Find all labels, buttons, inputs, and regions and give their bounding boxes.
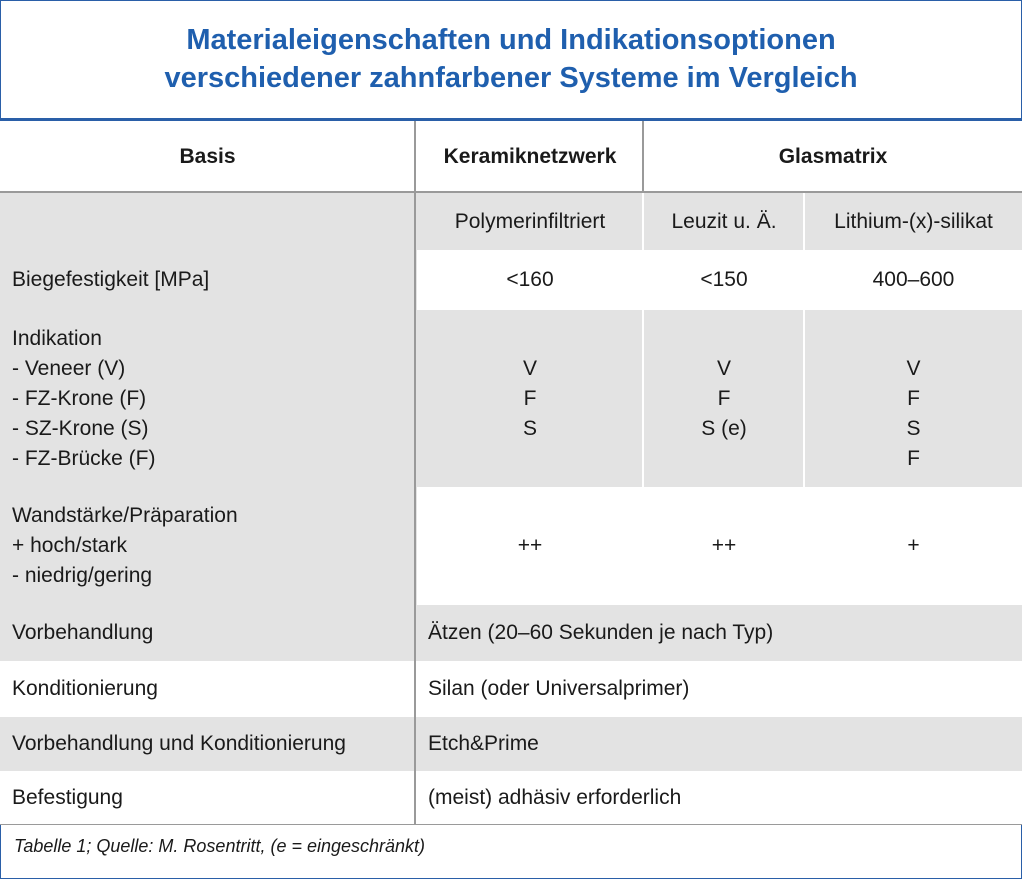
indikation-leuzit-v: V	[716, 357, 731, 380]
table-row-befestigung	[0, 771, 1022, 825]
row-label: Biegefestigkeit [MPa]	[12, 268, 210, 291]
wand-label-3: - niedrig/gering	[12, 564, 153, 587]
indikation-label-2: - Veneer (V)	[12, 357, 126, 380]
subheader-lithium-silikat: Lithium-(x)-silikat	[834, 209, 993, 233]
wand-lithium: +	[907, 534, 920, 557]
header-basis: Basis	[0, 121, 415, 192]
befestigung-value: (meist) adhäsiv erforderlich	[428, 786, 682, 809]
indikation-polymer-s: S	[522, 417, 537, 440]
konditionierung-value: Silan (oder Universalprimer)	[428, 677, 690, 700]
indikation-leuzit-s: S (e)	[701, 417, 747, 440]
indikation-lithium-v: V	[906, 357, 921, 380]
indikation-lithium-s: S	[906, 417, 921, 440]
column-divider-c1	[642, 193, 644, 605]
wand-label-2: + hoch/stark	[12, 534, 127, 557]
header-keramiknetzwerk: Keramiknetzwerk	[417, 121, 643, 192]
indikation-polymer	[417, 310, 643, 487]
biege-leuzit: <150	[700, 268, 748, 291]
indikation-label-4: - SZ-Krone (S)	[12, 417, 149, 440]
footer-divider	[0, 824, 1022, 825]
subheader-polymerinfiltriert: Polymerinfiltriert	[454, 209, 606, 233]
column-divider-c2	[803, 193, 805, 605]
row-label-wandstaerke	[12, 487, 412, 605]
indikation-label-5: - FZ-Brücke (F)	[12, 447, 156, 470]
row-label: Vorbehandlung und Konditionierung	[12, 732, 346, 755]
table-footnote: Tabelle 1; Quelle: M. Rosentritt, (e = eingeschränkt)	[14, 836, 426, 856]
row-label: Konditionierung	[12, 677, 158, 700]
wand-label-1: Wandstärke/Präparation	[12, 504, 238, 527]
indikation-label-1: Indikation	[12, 327, 102, 350]
title-line-2: verschiedener zahnfarbener Systeme im Vergleich	[164, 62, 858, 94]
table-row-indikation	[0, 310, 1022, 487]
title-line-1: Materialeigenschaften und Indikationsoptionen	[186, 24, 836, 56]
indikation-lithium	[805, 310, 1022, 487]
table-title	[0, 0, 1022, 118]
subheader-row	[0, 193, 1022, 250]
header-glasmatrix: Glasmatrix	[644, 121, 1022, 192]
indikation-label-3: - FZ-Krone (F)	[12, 387, 147, 410]
indikation-polymer-v: V	[522, 357, 537, 380]
row-label-indikation	[12, 310, 412, 487]
indikation-lithium-f2: F	[907, 447, 920, 470]
subheader-leuzit: Leuzit u. Ä.	[671, 209, 777, 233]
table-row-konditionierung	[0, 661, 1022, 717]
indikation-leuzit-f: F	[717, 387, 731, 410]
vorbehandlung-value: Ätzen (20–60 Sekunden je nach Typ)	[428, 621, 774, 644]
wand-polymer: ++	[517, 534, 543, 557]
table-row-vorbehandlung	[0, 605, 1022, 661]
biege-lithium: 400–600	[872, 268, 955, 291]
biege-polymer: <160	[506, 268, 554, 291]
biegefestigkeit-values	[417, 250, 1022, 310]
column-divider-basis	[414, 121, 416, 825]
wandstaerke-values	[417, 487, 1022, 605]
wand-leuzit: ++	[711, 534, 737, 557]
indikation-polymer-f: F	[523, 387, 537, 410]
indikation-leuzit	[644, 310, 804, 487]
row-label: Vorbehandlung	[12, 621, 154, 644]
row-label: Befestigung	[12, 786, 123, 809]
table-row-vorbehandlung-konditionierung	[0, 717, 1022, 771]
column-divider-header	[642, 121, 644, 192]
indikation-lithium-f: F	[907, 387, 920, 410]
vk-value: Etch&Prime	[428, 732, 539, 755]
